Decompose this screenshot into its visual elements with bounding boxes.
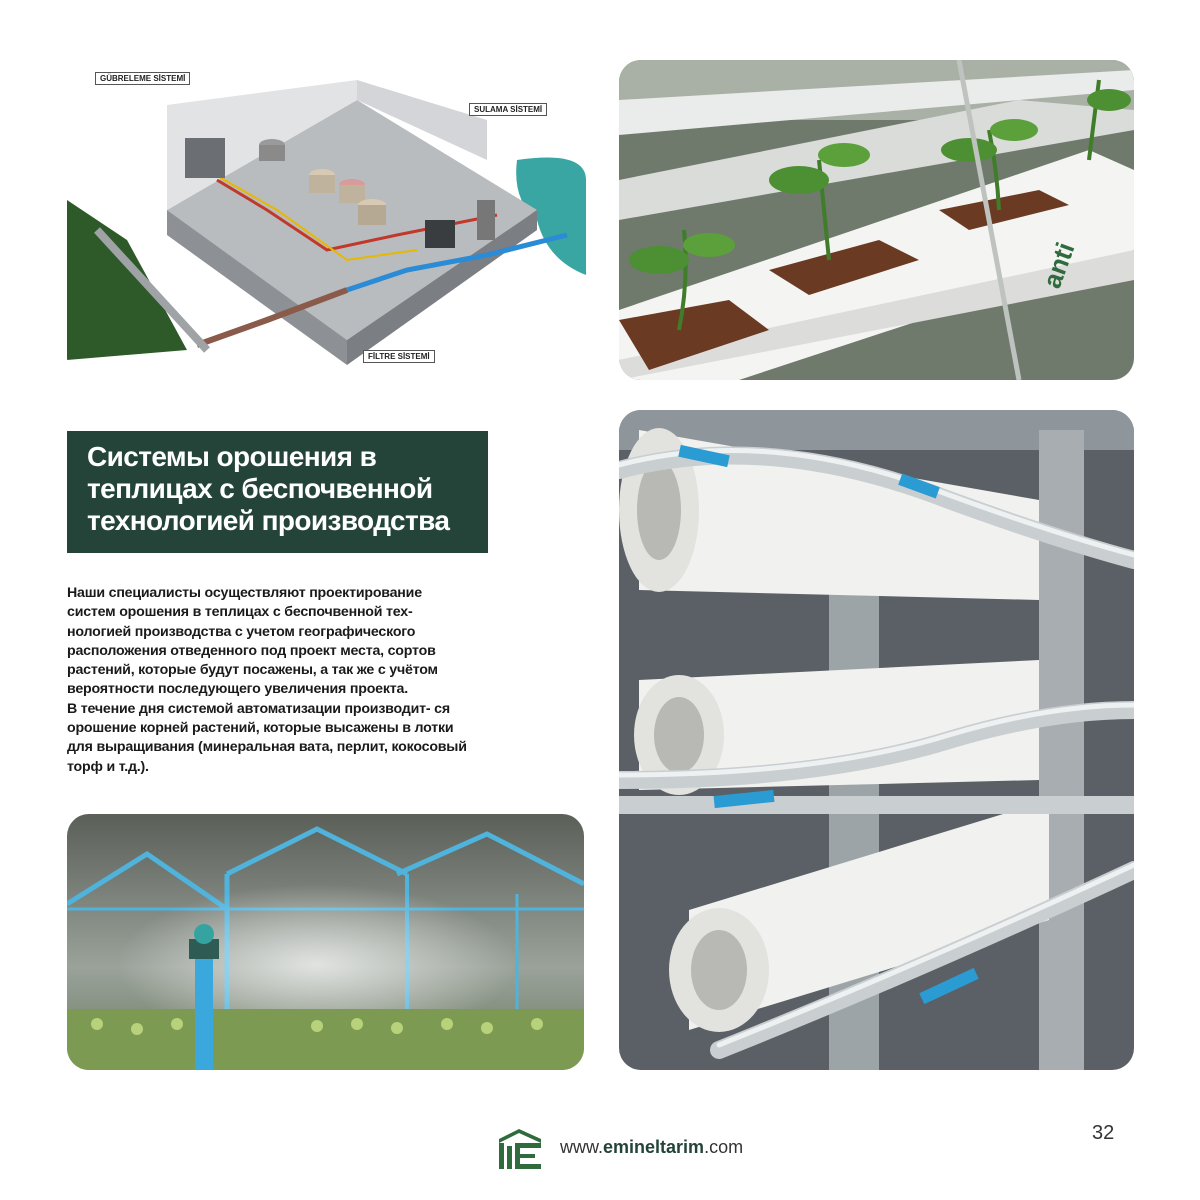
filter-system-label: FİLTRE SİSTEMİ	[363, 350, 435, 363]
section-title	[87, 441, 472, 537]
body-line: Наши специалисты осуществляют проектирование	[67, 585, 422, 601]
svg-text:anti: anti	[1036, 238, 1081, 293]
irrigation-diagram-image	[67, 60, 586, 380]
website-url[interactable]	[560, 1137, 743, 1158]
section-title-box	[67, 431, 488, 553]
url-brand: emineltarim	[603, 1137, 705, 1157]
body-line: систем орошения в теплицах с беспочвенной тех-	[67, 604, 413, 621]
title-line-1: Системы орошения в	[87, 441, 377, 472]
url-prefix: www.	[560, 1137, 604, 1157]
body-line: для выращивания (минеральная вата, перлит, кокосовый	[67, 739, 467, 756]
eminel-logo-icon	[499, 1129, 541, 1169]
page-number: 32	[1092, 1122, 1115, 1144]
body-line: расположения отведенного под проект места, сортов	[67, 642, 436, 659]
fertilization-system-label: GÜBRELEME SİSTEMİ	[95, 72, 190, 85]
mist-sprinkler-photo	[67, 814, 584, 1070]
url-suffix: .com	[704, 1137, 744, 1157]
body-line: В течение дня системой автоматизации производит- ся	[67, 700, 450, 717]
body-paragraph	[67, 584, 497, 777]
title-line-2: теплицах с беспочвенной	[87, 473, 433, 504]
irrigation-system-label: SULAMA SİSTEMİ	[469, 103, 547, 116]
body-line: торф и т.д.).	[67, 758, 149, 775]
body-line: вероятности последующего увеличения проекта.	[67, 681, 408, 698]
reverse-osmosis-pipes-photo	[619, 410, 1134, 1070]
body-line: растений, которые будут посажены, а так же с учётом	[67, 662, 438, 679]
body-line: орошение корней растений, которые высажены в лотки	[67, 720, 454, 737]
body-line: нологией производства с учетом географического	[67, 623, 416, 640]
tomato-seedlings-photo	[619, 60, 1134, 380]
title-line-3: технологией производства	[87, 505, 450, 536]
